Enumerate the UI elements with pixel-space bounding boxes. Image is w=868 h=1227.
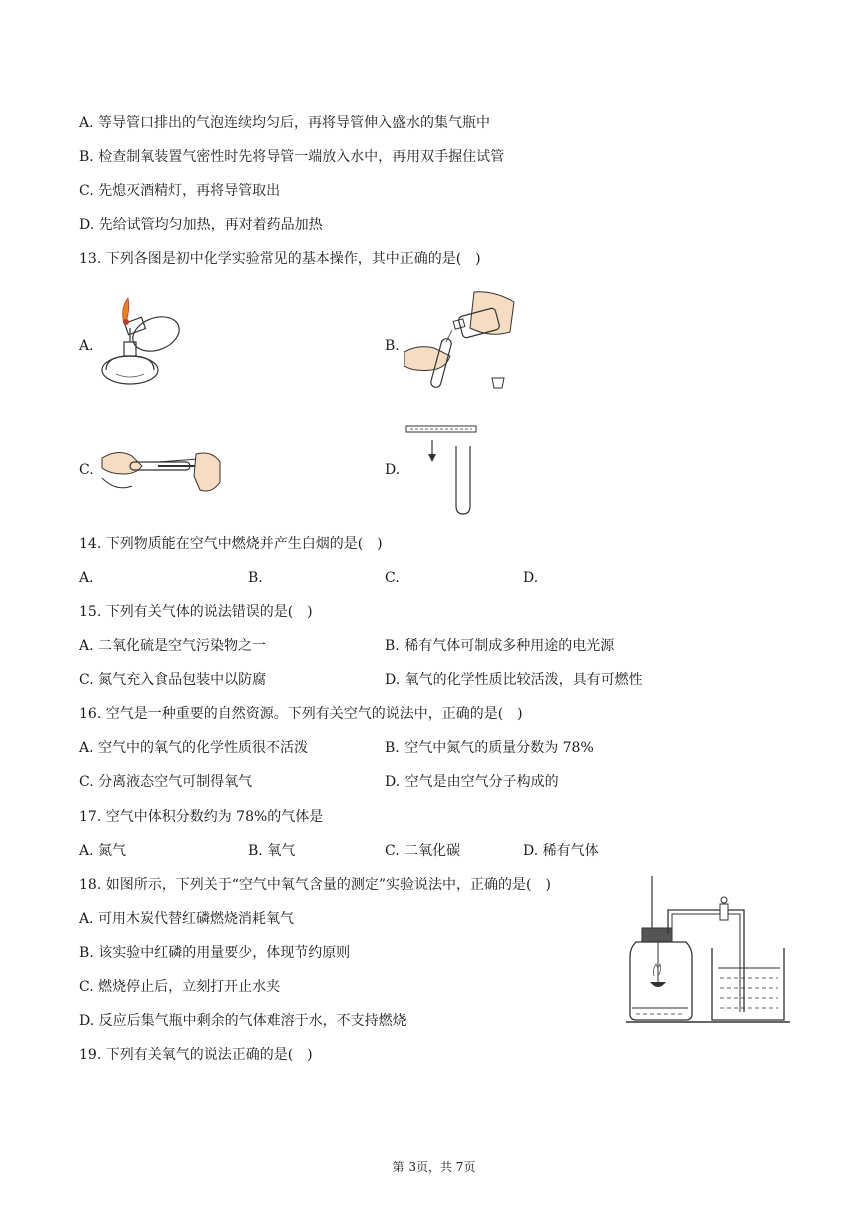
q16-option-d: D. 空气是由空气分子构成的 bbox=[385, 774, 559, 790]
q15-option-b: B. 稀有气体可制成多种用途的电光源 bbox=[385, 638, 615, 654]
q12-option-b: B. 检查制氧装置气密性时先将导管一端放入水中，再用双手握住试管 bbox=[79, 149, 505, 165]
q14-option-d: D. bbox=[523, 570, 539, 586]
page-footer: 第 3页，共 7页 bbox=[392, 1160, 476, 1174]
q13-stem: 13. 下列各图是初中化学实验常见的基本操作，其中正确的是( ) bbox=[79, 251, 481, 267]
q16-option-a: A. 空气中的氧气的化学性质很不活泼 bbox=[79, 740, 309, 756]
q17-stem: 17. 空气中体积分数约为 78%的气体是 bbox=[79, 809, 324, 825]
q13-option-c-label: C. bbox=[79, 462, 94, 478]
q16-stem: 16. 空气是一种重要的自然资源。下列有关空气的说法中，正确的是( ) bbox=[79, 706, 523, 722]
q13-option-b-label: B. bbox=[385, 338, 400, 354]
q14-option-b: B. bbox=[248, 570, 263, 586]
q14-stem: 14. 下列物质能在空气中燃烧并产生白烟的是( ) bbox=[79, 536, 383, 552]
q18-option-d: D. 反应后集气瓶中剩余的气体难溶于水，不支持燃烧 bbox=[79, 1013, 407, 1029]
q15-option-c: C. 氮气充入食品包装中以防腐 bbox=[79, 672, 267, 688]
q12-option-a: A. 等导管口排出的气泡连续均匀后，再将导管伸入盛水的集气瓶中 bbox=[79, 115, 491, 131]
q13-option-a-label: A. bbox=[79, 338, 94, 354]
spatula-test-tube-figure bbox=[404, 424, 482, 516]
q17-option-d: D. 稀有气体 bbox=[523, 843, 599, 859]
q14-option-c: C. bbox=[385, 570, 400, 586]
q12-option-d: D. 先给试管均匀加热，再对着药品加热 bbox=[79, 217, 323, 233]
q14-option-a: A. bbox=[79, 570, 94, 586]
q17-option-a: A. 氮气 bbox=[79, 843, 127, 859]
q18-option-c: C. 燃烧停止后，立刻打开止水夹 bbox=[79, 979, 281, 995]
q16-option-c: C. 分离液态空气可制得氧气 bbox=[79, 774, 253, 790]
oxygen-measurement-apparatus bbox=[624, 872, 792, 1028]
alcohol-lamp-figure bbox=[98, 294, 188, 390]
q12-option-c: C. 先熄灭酒精灯，再将导管取出 bbox=[79, 183, 281, 199]
q17-option-c: C. 二氧化碳 bbox=[385, 843, 461, 859]
q13-option-d-label: D. bbox=[385, 462, 401, 478]
q15-stem: 15. 下列有关气体的说法错误的是( ) bbox=[79, 604, 313, 620]
test-tube-holder-figure bbox=[100, 444, 224, 498]
pouring-liquid-figure bbox=[404, 290, 524, 402]
q17-option-b: B. 氧气 bbox=[248, 843, 296, 859]
q16-option-b: B. 空气中氮气的质量分数为 78% bbox=[385, 740, 594, 756]
q19-stem: 19. 下列有关氧气的说法正确的是( ) bbox=[79, 1047, 313, 1063]
q18-stem: 18. 如图所示，下列关于“空气中氧气含量的测定”实验说法中，正确的是( ) bbox=[79, 877, 551, 893]
q15-option-a: A. 二氧化硫是空气污染物之一 bbox=[79, 638, 267, 654]
q15-option-d: D. 氧气的化学性质比较活泼，具有可燃性 bbox=[385, 672, 643, 688]
q18-option-a: A. 可用木炭代替红磷燃烧消耗氧气 bbox=[79, 911, 295, 927]
q18-option-b: B. 该实验中红磷的用量要少，体现节约原则 bbox=[79, 945, 351, 961]
